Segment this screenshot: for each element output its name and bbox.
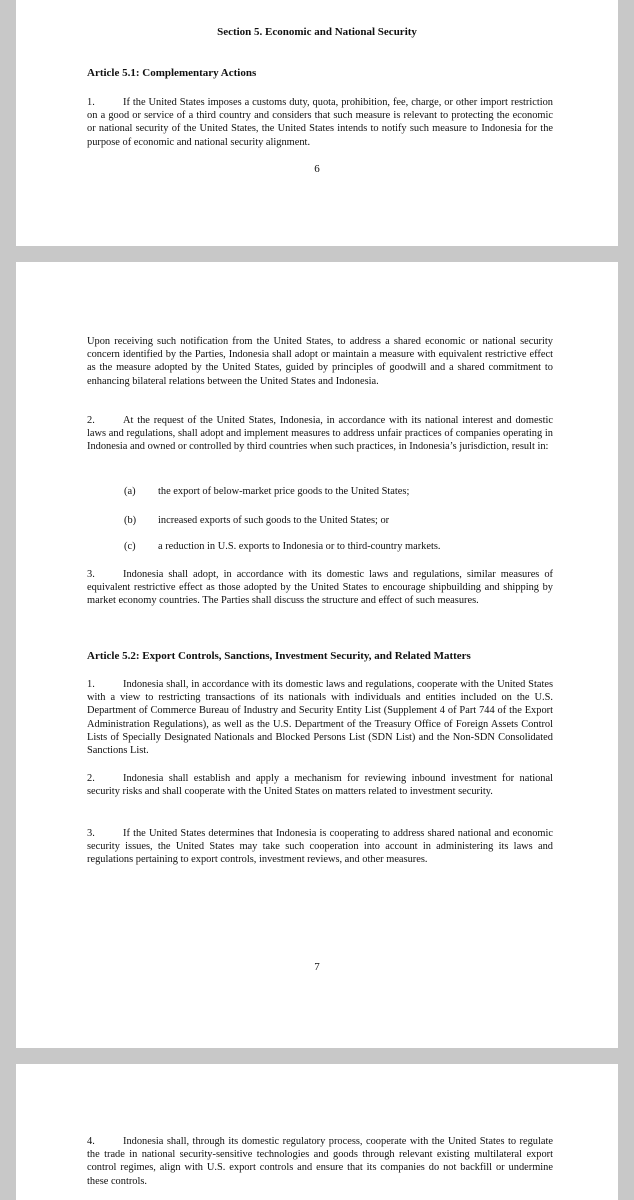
list-item-label: (b) bbox=[124, 515, 137, 526]
continued-paragraph: Upon receiving such notification from the United States, to address a shared economic or national security concern identified by the Parties, Indonesia shall adopt or maintain a measure with equivalent restrictive effect as the measure adopted by the United States, guided by principles of goodwill and a shared commitment to enhancing bilateral relations between the United States and Indonesia. bbox=[87, 336, 553, 387]
list-item-label: (c) bbox=[124, 541, 136, 552]
document-page-8 bbox=[16, 1064, 618, 1200]
paragraph-text: If the United States determines that Indonesia is cooperating to address shared national and economic security issues, the United States may take such cooperation into account in administering its laws and regulations pertaining to export controls, investment reviews, and other measures. bbox=[87, 828, 553, 866]
paragraph-text: Indonesia shall establish and apply a mechanism for reviewing inbound investment for national security risks and shall cooperate with the United States on matters related to investment security. bbox=[87, 773, 553, 798]
list-item-text: the export of below-market price goods to the United States; bbox=[158, 486, 410, 497]
paragraph-number: 3. bbox=[87, 828, 95, 839]
article-5-2-paragraph-2 bbox=[87, 772, 553, 798]
paragraph-number: 4. bbox=[87, 1136, 95, 1147]
document-page-6 bbox=[16, 0, 618, 246]
article-5-2-title: Article 5.2: Export Controls, Sanctions, Investment Security, and Related Matters bbox=[87, 650, 471, 662]
article-5-1-paragraph-1 bbox=[87, 96, 553, 149]
list-item-b bbox=[124, 514, 554, 527]
paragraph-number: 1. bbox=[87, 679, 95, 690]
list-item-text: increased exports of such goods to the United States; or bbox=[158, 515, 390, 526]
paragraph-text: Indonesia shall adopt, in accordance with its domestic laws and regulations, similar measures of equivalent restrictive effect as those adopted by the United States to encourage shipbuilding and shipping by market economy countries. The Parties shall discuss the structure and effect of such measures. bbox=[87, 569, 553, 607]
article-5-2-paragraph-3 bbox=[87, 827, 553, 867]
list-item-a bbox=[124, 485, 554, 498]
section-title: Section 5. Economic and National Security bbox=[217, 26, 417, 38]
list-item-label: (a) bbox=[124, 486, 136, 497]
article-5-1-paragraph-3 bbox=[87, 568, 553, 608]
paragraph-number: 2. bbox=[87, 773, 95, 784]
paragraph-text: At the request of the United States, Indonesia, in accordance with its national interest and domestic laws and regulations, shall adopt and implement measures to address unfair practices of companies operating in Indonesia and owned or controlled by third countries when such practices, in Indonesia’s jurisdiction, result in: bbox=[87, 415, 553, 453]
article-5-1-title: Article 5.1: Complementary Actions bbox=[87, 67, 257, 79]
paragraph-text: Indonesia shall, in accordance with its domestic laws and regulations, cooperate with the United States with a view to restricting transactions of its nationals with individuals and entities included on the U.S. Department of Commerce Bureau of Industry and Security Entity List (Supplement 4 of Part 744 of the Export Administration Regulations), as well as the U.S. Department of the Treasury Office of Foreign Assets Control Lists of Specially Designated Nationals and Blocked Persons List (SDN List) and the Non-SDN Consolidated Sanctions List. bbox=[87, 679, 553, 757]
paragraph-text: If the United States imposes a customs duty, quota, prohibition, fee, charge, or other import restriction on a good or service of a third country and considers that such measure is relevant to protecting the economic or national security of the United States, the United States intends to notify such measure to Indonesia for the purpose of economic and national security alignment. bbox=[87, 97, 553, 148]
article-5-2-paragraph-4 bbox=[87, 1135, 553, 1188]
article-5-2-paragraph-1 bbox=[87, 678, 553, 757]
page-number: 6 bbox=[314, 163, 320, 175]
list-item-text: a reduction in U.S. exports to Indonesia or to third-country markets. bbox=[158, 541, 441, 552]
paragraph-number: 3. bbox=[87, 569, 95, 580]
page-number: 7 bbox=[314, 961, 320, 973]
paragraph-number: 2. bbox=[87, 415, 95, 426]
paragraph-number: 1. bbox=[87, 97, 95, 108]
article-5-1-paragraph-2 bbox=[87, 414, 553, 454]
paragraph-text: Indonesia shall, through its domestic regulatory process, cooperate with the United States to regulate the trade in national security-sensitive technologies and goods through relevant existing multilateral export control regimes, align with U.S. export controls and ensure that its companies do not backfill or undermine these controls. bbox=[87, 1136, 553, 1187]
document-page-7 bbox=[16, 262, 618, 1048]
list-item-c bbox=[124, 540, 554, 553]
